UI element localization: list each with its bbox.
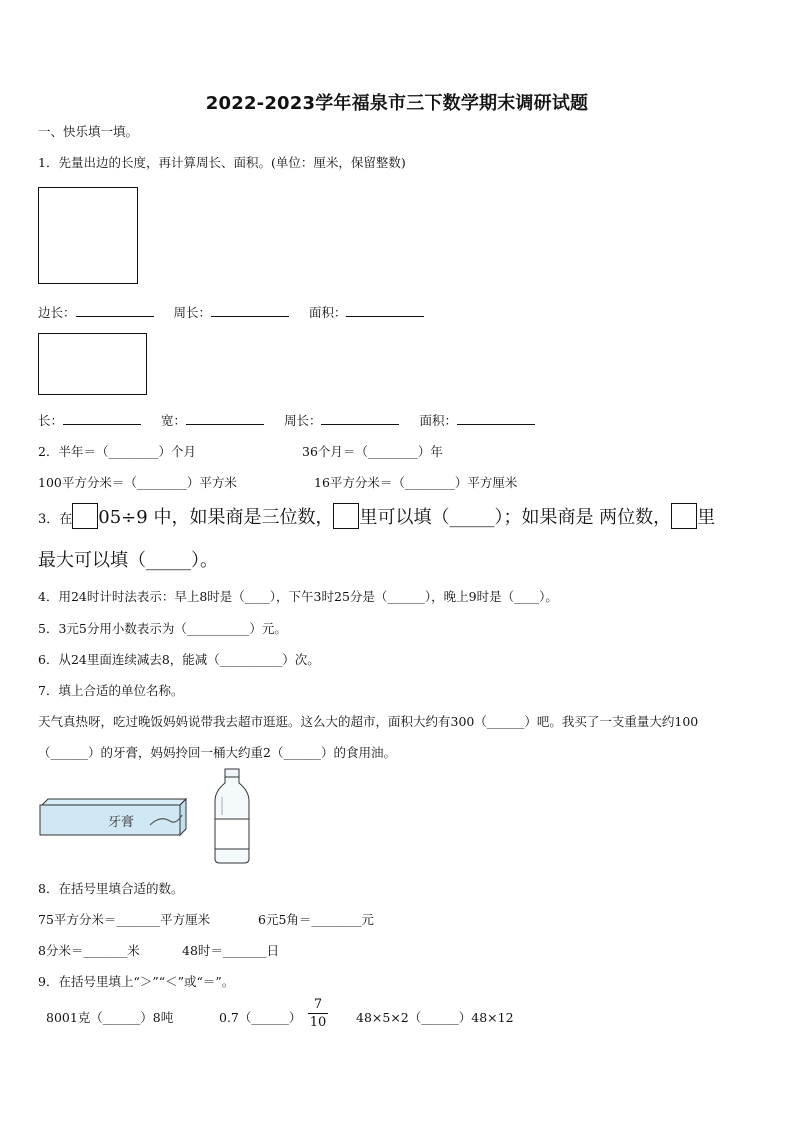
page-title: 2022-2023学年福泉市三下数学期末调研试题 — [205, 93, 589, 114]
q3-box-3[interactable] — [671, 503, 697, 529]
area-blank[interactable] — [346, 304, 424, 317]
question-9a: 8001克（______）8吨 — [46, 1010, 174, 1025]
fraction-bar — [308, 1013, 328, 1014]
q3-part2: 05÷9 中，如果商是三位数， — [98, 507, 334, 528]
question-9b: 0.7（______） — [219, 1010, 302, 1025]
question-2b: 36个月＝（________）年 — [302, 444, 443, 459]
oil-bottle-illustration — [212, 767, 252, 865]
side-label: 边长： — [38, 305, 76, 320]
question-7-stem: 7．填上合适的单位名称。 — [38, 683, 184, 698]
question-4: 4．用24时计时法表示：早上8时是（____），下午3时25分是（______），晚上9时是（____）。 — [38, 589, 558, 604]
question-6: 6．从24里面连续减去8，能减（__________）次。 — [38, 652, 320, 667]
q3-part4: 里 — [697, 507, 716, 528]
fraction-denominator: 10 — [309, 1015, 327, 1030]
q3-part3: 里可以填（_____）；如果商是 两位数， — [359, 507, 672, 528]
length-blank[interactable] — [63, 412, 141, 425]
fraction-seven-tenths — [308, 997, 328, 1030]
perimeter-label: 周长： — [173, 305, 211, 320]
question-1-stem: 1．先量出边的长度，再计算周长、面积。(单位：厘米，保留整数) — [38, 155, 406, 170]
question-2c: 100平方分米＝（________）平方米 — [38, 475, 237, 490]
rect-area-label: 面积： — [419, 413, 457, 428]
question-3-line1 — [38, 503, 715, 529]
square-figure — [38, 187, 138, 284]
width-label: 宽： — [160, 413, 186, 428]
question-8-stem: 8．在括号里填合适的数。 — [38, 881, 184, 896]
question-2d: 16平方分米＝（________）平方厘米 — [314, 475, 518, 490]
section-heading: 一、快乐填一填。 — [38, 124, 139, 139]
question-9-stem: 9．在括号里填上“＞”“＜”或“＝”。 — [38, 974, 235, 989]
question-7-line1: 天气真热呀，吃过晚饭妈妈说带我去超市逛逛。这么大的超市，面积大约有300（______）吧。我买了一支重量大约100 — [38, 714, 699, 729]
question-8a: 75平方分米＝_______平方厘米 — [38, 912, 211, 927]
question-8b: 6元5角＝________元 — [258, 912, 374, 927]
perimeter-blank[interactable] — [211, 304, 289, 317]
question-5: 5．3元5分用小数表示为（__________）元。 — [38, 621, 287, 636]
fraction-numerator: 7 — [313, 997, 323, 1012]
rectangle-figure — [38, 333, 147, 395]
width-blank[interactable] — [186, 412, 264, 425]
q3-part1: 3．在 — [38, 512, 73, 527]
length-label: 长： — [38, 413, 64, 428]
square-answer-row — [38, 303, 424, 321]
rect-perimeter-label: 周长： — [283, 413, 322, 428]
area-label: 面积： — [308, 305, 347, 320]
toothpaste-label: 牙膏 — [108, 815, 135, 830]
question-8d: 48时＝_______日 — [182, 943, 280, 958]
rect-perimeter-blank[interactable] — [321, 412, 399, 425]
question-2a: 2．半年＝（________）个月 — [38, 444, 196, 459]
q3-box-2[interactable] — [333, 503, 359, 529]
rectangle-answer-row — [38, 411, 535, 429]
question-8c: 8分米＝_______米 — [38, 943, 140, 958]
side-blank[interactable] — [76, 304, 154, 317]
q3-box-1[interactable] — [72, 503, 98, 529]
question-7-line2: （______）的牙膏，妈妈拎回一桶大约重2（______）的食用油。 — [38, 745, 396, 760]
question-9c: 48×5×2（______）48×12 — [356, 1010, 514, 1025]
question-3-line2: 最大可以填（_____）。 — [38, 550, 218, 571]
rect-area-blank[interactable] — [457, 412, 535, 425]
